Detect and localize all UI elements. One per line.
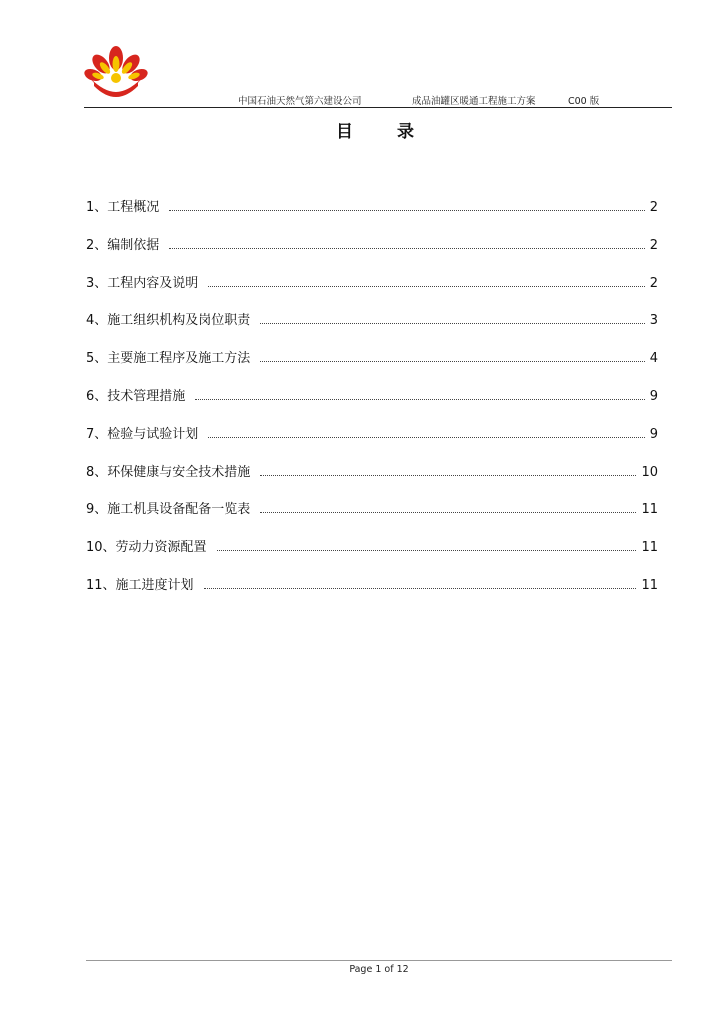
toc-entry-page: 2 xyxy=(649,275,658,291)
header-company: 中国石油天然气第六建设公司 xyxy=(238,96,362,107)
toc-leader xyxy=(217,549,637,551)
toc-entry-label: 3、工程内容及说明 xyxy=(86,275,199,291)
header-divider xyxy=(84,107,672,108)
toc-entry[interactable] xyxy=(86,347,658,385)
toc-entry-page: 10 xyxy=(641,464,658,480)
toc-entry[interactable] xyxy=(86,272,658,310)
toc-entry-page: 11 xyxy=(641,577,658,593)
toc-entry[interactable] xyxy=(86,536,658,574)
toc-list xyxy=(86,196,658,612)
toc-entry[interactable] xyxy=(86,461,658,499)
toc-entry-label: 2、编制依据 xyxy=(86,237,160,253)
toc-leader xyxy=(195,398,644,400)
toc-entry-label: 6、技术管理措施 xyxy=(86,388,186,404)
header-project: 成品油罐区暖通工程施工方案 xyxy=(412,96,536,107)
toc-entry-label: 9、施工机具设备配备一览表 xyxy=(86,502,251,518)
toc-leader xyxy=(208,436,644,438)
toc-entry[interactable] xyxy=(86,385,658,423)
toc-entry-label: 1、工程概况 xyxy=(86,200,160,215)
toc-entry[interactable] xyxy=(86,498,658,536)
toc-entry-label: 5、主要施工程序及施工方法 xyxy=(86,351,251,367)
toc-entry[interactable] xyxy=(86,423,658,461)
toc-entry-label: 4、施工组织机构及岗位职责 xyxy=(86,313,251,329)
toc-leader xyxy=(204,587,637,589)
petrochina-logo-icon xyxy=(84,44,148,104)
toc-entry[interactable] xyxy=(86,234,658,272)
toc-leader xyxy=(169,247,644,249)
toc-entry-page: 3 xyxy=(649,313,658,329)
toc-title-left: 目 xyxy=(336,122,355,142)
toc-entry[interactable] xyxy=(86,309,658,347)
toc-entry-page: 11 xyxy=(641,540,658,556)
toc-entry-page: 2 xyxy=(649,237,658,253)
toc-entry-page: 9 xyxy=(649,426,658,442)
toc-leader xyxy=(260,360,644,362)
toc-entry[interactable] xyxy=(86,196,658,234)
toc-entry-page: 4 xyxy=(649,351,658,367)
toc-entry[interactable] xyxy=(86,574,658,612)
toc-entry-label: 11、施工进度计划 xyxy=(86,577,194,593)
toc-leader xyxy=(169,209,644,211)
toc-leader xyxy=(208,285,644,287)
toc-entry-label: 10、劳动力资源配置 xyxy=(86,540,207,556)
toc-title xyxy=(14,117,724,142)
toc-leader xyxy=(260,322,644,324)
toc-entry-page: 2 xyxy=(649,200,658,215)
toc-leader xyxy=(260,474,636,476)
toc-entry-label: 8、环保健康与安全技术措施 xyxy=(86,464,251,480)
toc-entry-page: 9 xyxy=(649,388,658,404)
toc-entry-page: 11 xyxy=(641,502,658,518)
toc-entry-label: 7、检验与试验计划 xyxy=(86,426,199,442)
toc-title-right: 录 xyxy=(397,122,416,142)
footer-divider xyxy=(86,960,672,961)
header-version: C00 版 xyxy=(568,96,600,107)
page-number: Page 1 of 12 xyxy=(349,964,409,975)
toc-leader xyxy=(260,511,636,513)
